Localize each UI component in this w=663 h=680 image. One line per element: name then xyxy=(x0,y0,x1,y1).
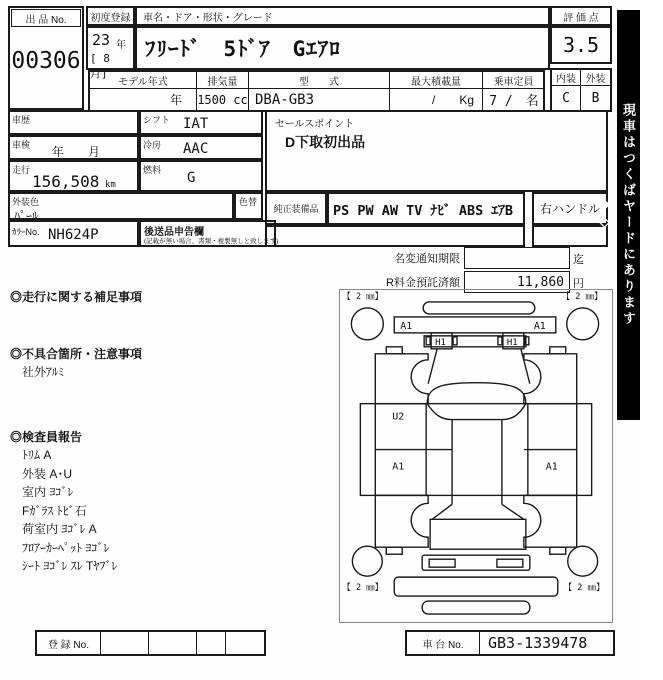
shift-label: シフト xyxy=(143,115,171,125)
ac-cell xyxy=(139,135,263,160)
equipment-empty-cell xyxy=(265,225,525,247)
inspector-item: ｼｰﾄ ﾖｺﾞﾚ ｽﾚ Tﾔﾌﾞﾚ xyxy=(22,559,118,573)
late-items-label: 後送品申告欄 xyxy=(144,227,204,238)
left-front-fender xyxy=(375,354,428,404)
shift-value: IAT xyxy=(183,116,209,132)
right-front-fender xyxy=(524,354,577,404)
history-cell xyxy=(8,110,139,135)
model-year-label: モデル年式 xyxy=(90,72,197,89)
color-no-value: NH624P xyxy=(48,227,99,243)
capacity-label: 乗車定員 xyxy=(483,72,545,89)
fuel-value: G xyxy=(187,170,196,186)
tire-rear-left xyxy=(352,546,382,576)
rear-under-panel xyxy=(422,601,530,614)
banner-bottom-diamonds: ◆◇ xyxy=(598,197,613,233)
yard-location-banner xyxy=(598,10,659,420)
running-notes-label: ◎走行に関する補足事項 xyxy=(10,290,143,304)
first-reg-month: [ 8 月] xyxy=(90,52,110,80)
color-no-cell xyxy=(8,220,139,247)
damage-mark-right-rear-door: A1 xyxy=(545,461,558,473)
recycle-fee-label: R料金預託済額 xyxy=(386,277,460,289)
chassis-no-value: GB3-1339478 xyxy=(488,634,588,652)
history-label: 車歴 xyxy=(12,115,31,125)
tail-light-right xyxy=(497,559,523,567)
car-damage-diagram xyxy=(339,289,613,623)
registration-no-table xyxy=(35,630,266,656)
registration-no-label: 登 録 No. xyxy=(37,632,101,654)
inspector-item: 荷室内 ﾖｺﾞﾚ A xyxy=(22,522,97,536)
tire-tread-label-rl: 【 2 ㎜】 xyxy=(342,582,384,593)
displacement-value: 1500 cc xyxy=(197,89,249,110)
mileage-unit: km xyxy=(105,180,116,190)
cabin-top xyxy=(427,404,526,420)
max-load-value: / Kg xyxy=(390,89,483,110)
defect-item: 社外ｱﾙﾐ xyxy=(22,365,65,379)
model-code-label: 型 式 xyxy=(249,72,390,89)
right-front-fender-tab xyxy=(550,347,566,354)
shift-cell xyxy=(139,110,263,135)
exterior-color-label: 外装色 xyxy=(12,197,40,207)
sales-point-box xyxy=(265,110,608,192)
damage-mark-left-rear-door: A1 xyxy=(392,461,405,473)
fuel-cell xyxy=(139,160,263,192)
interior-grade: C xyxy=(552,86,581,110)
sales-point-value: D下取初出品 xyxy=(285,134,366,150)
banner-top-diamonds: ◇◆ xyxy=(644,197,659,233)
tire-front-right xyxy=(567,308,599,340)
defects-label: ◎不具合箇所・注意事項 xyxy=(10,347,143,361)
inspector-report-items xyxy=(22,446,117,576)
exterior-grade: B xyxy=(591,90,600,106)
car-name-value: ﾌﾘｰﾄﾞ 5ﾄﾞｱ Gｴｱﾛ xyxy=(135,26,550,70)
first-registration-label: 初度登録 xyxy=(86,6,135,26)
damage-mark-front-left: A1 xyxy=(400,320,413,332)
late-items-note: (記載が無い場合、書類・複製無しと致します) xyxy=(144,238,279,245)
score-label: 評 価 点 xyxy=(550,6,612,26)
name-change-label: 名変通知期限 xyxy=(394,253,460,265)
damage-mark-front-right: A1 xyxy=(533,320,546,332)
damage-mark-left-front-door: U2 xyxy=(392,411,405,423)
tire-rear-right xyxy=(568,546,598,576)
headlight-clip xyxy=(426,337,430,345)
ac-value: AAC xyxy=(183,141,209,157)
windshield-left-edge xyxy=(428,349,437,384)
left-rear-fender xyxy=(375,495,428,547)
rear-hatch xyxy=(430,519,526,549)
chassis-no-label: 車 台 No. xyxy=(407,632,480,654)
lot-number-value: 00306 xyxy=(11,48,81,74)
front-bumper xyxy=(423,302,535,314)
inspector-report-label: ◎検査員報告 xyxy=(10,430,83,444)
inspection-value: 年 月 xyxy=(52,145,101,159)
mileage-cell xyxy=(8,160,139,192)
recycle-fee-unit: 円 xyxy=(573,278,584,290)
first-reg-year: 23 xyxy=(92,31,111,49)
roof-front xyxy=(427,383,526,404)
tire-tread-label-rr: 【 2 ㎜】 xyxy=(563,582,605,593)
left-front-fender-tab xyxy=(386,347,402,354)
left-rear-fender-tab xyxy=(386,547,402,554)
right-rear-fender xyxy=(524,495,577,547)
first-registration-box xyxy=(86,26,135,80)
tire-tread-label-fl: 【 2 ㎜】 xyxy=(342,290,384,301)
exterior-color-cell xyxy=(8,192,234,223)
equipment-value: PS PW AW TV ﾅﾋﾞ ABS ｴｱB xyxy=(327,192,525,225)
rear-pillar-left xyxy=(432,504,452,519)
model-code-value: DBA-GB3 xyxy=(249,89,390,110)
registration-no-cell xyxy=(149,632,197,654)
steering-position: 右ハンドル xyxy=(532,192,608,225)
equipment-label: 純正装備品 xyxy=(265,192,327,225)
car-top-view xyxy=(340,290,612,622)
rear-pillar-right xyxy=(502,504,524,519)
right-rear-fender-tab xyxy=(550,547,566,554)
inspector-item: Fｶﾞﾗｽ ﾄﾋﾞ石 xyxy=(22,503,87,518)
inspector-item: ﾌﾛｱｰｶｰﾍﾟｯﾄ ﾖｺﾞﾚ xyxy=(22,540,110,555)
registration-no-cell xyxy=(226,632,264,654)
exterior-color-value: ﾊﾟｰﾙ xyxy=(14,209,39,223)
registration-no-cell xyxy=(101,632,149,654)
banner-text: 現車はつくばヤードにあります xyxy=(621,103,636,327)
capacity-value: 7 / 名 xyxy=(489,94,539,109)
inspector-item: 外装 A･U xyxy=(22,466,73,481)
front-panel xyxy=(394,317,556,333)
score-value: 3.5 xyxy=(550,26,612,64)
exterior-label: 外装 xyxy=(581,70,610,86)
inspection-label: 車検 xyxy=(12,140,31,150)
model-year-value: 年 xyxy=(90,89,197,110)
damage-mark-headlight-left: H1 xyxy=(435,337,446,348)
tail-light-bar xyxy=(422,555,530,570)
headlight-clip xyxy=(453,337,457,345)
color-change-cell xyxy=(234,192,263,220)
tire-tread-label-fr: 【 2 ㎜】 xyxy=(561,290,603,301)
tail-light-left xyxy=(429,559,455,567)
spec-table xyxy=(88,70,545,112)
headlight-clip xyxy=(498,337,502,345)
name-change-box xyxy=(464,247,570,269)
headlight-clip xyxy=(525,337,529,345)
inspector-item: 室内 ﾖｺﾞﾚ xyxy=(22,485,74,499)
lot-number-label: 出 品 No. xyxy=(11,9,81,27)
chassis-no-box xyxy=(405,630,615,656)
fuel-label: 燃料 xyxy=(143,165,162,175)
first-reg-year-unit: 年 xyxy=(116,40,126,51)
mileage-label: 走行 xyxy=(12,165,31,175)
color-no-label: ｶﾗｰNo. xyxy=(12,227,40,237)
sales-point-label: セールスポイント xyxy=(275,119,355,130)
displacement-label: 排気量 xyxy=(197,72,249,89)
interior-exterior-box xyxy=(550,68,612,112)
mileage-value: 156,508 xyxy=(32,172,100,191)
recycle-fee-box: 11,860 xyxy=(464,271,570,293)
tire-front-left xyxy=(351,308,383,340)
color-change-label: 色替 xyxy=(239,197,258,207)
interior-label: 内装 xyxy=(552,70,581,86)
inspector-item: ﾄﾘﾑ A xyxy=(22,448,52,462)
rear-bumper xyxy=(394,577,558,596)
damage-mark-headlight-right: H1 xyxy=(506,337,518,348)
late-items-cell xyxy=(139,220,279,247)
car-name-header: 車名・ドア・形状・グレード xyxy=(135,6,550,26)
registration-no-cell xyxy=(197,632,226,654)
inspection-cell xyxy=(8,135,139,160)
name-change-unit: 迄 xyxy=(573,254,584,266)
ac-label: 冷房 xyxy=(143,140,162,150)
max-load-label: 最大積載量 xyxy=(390,72,483,89)
